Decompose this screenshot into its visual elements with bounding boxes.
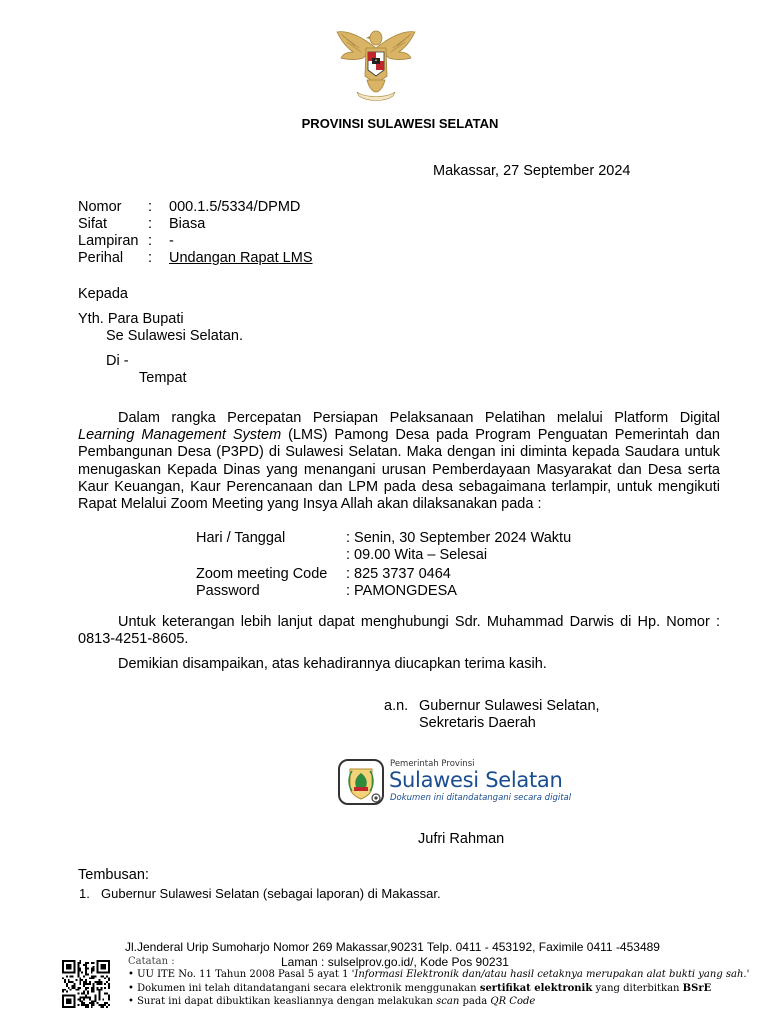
recipient-yth: Yth. Para Bupati: [78, 311, 184, 327]
meta-row-nomor: Nomor : 000.1.5/5334/DPMD: [78, 199, 301, 215]
sulsel-crest-icon: [336, 757, 386, 807]
body-p1-a: Dalam rangka Percepatan Persiapan Pelaksanaan Pelatihan melalui Platform Digital: [118, 410, 720, 426]
badge-top-text: Pemerintah Provinsi: [390, 759, 475, 769]
note1-b: ': [746, 969, 750, 980]
note3-italic: scan: [436, 996, 460, 1007]
detail-label: Zoom meeting Code: [196, 566, 328, 582]
body-p1-italic: Learning Management System: [78, 427, 282, 444]
meta-row-sifat: Sifat : Biasa: [78, 216, 206, 232]
recipient-kepada: Kepada: [78, 286, 128, 302]
meta-value: 000.1.5/5334/DPMD: [169, 199, 301, 215]
province-title: PROVINSI SULAWESI SELATAN: [301, 116, 499, 131]
footer-catatan: Catatan :: [128, 956, 175, 967]
signature-secretary: Sekretaris Daerah: [419, 715, 536, 731]
recipient-tempat: Tempat: [139, 370, 187, 386]
body-p2: Untuk keterangan lebih lanjut dapat menghubungi Sdr. Muhammad Darwis di Hp. Nomor : 0813-4251-8605.: [78, 614, 720, 648]
footer-website: Laman : sulselprov.go.id/, Kode Pos 90231: [281, 955, 509, 969]
note3-italic2: QR Code: [490, 996, 536, 1007]
detail-row-password: [196, 583, 457, 600]
meta-row-perihal: Perihal : Undangan Rapat LMS: [78, 250, 313, 266]
detail-row-time: [196, 547, 487, 564]
body-paragraph-2: [78, 614, 720, 648]
note2-a: • Dokumen ini telah ditandatangani secara elektronik menggunakan: [128, 983, 480, 994]
qr-code-icon: [62, 960, 110, 1008]
signature-an: a.n.: [384, 698, 409, 714]
detail-value: : Senin, 30 September 2024 Waktu: [346, 530, 572, 546]
detail-value: : 825 3737 0464: [346, 566, 451, 582]
recipient-di: Di -: [106, 353, 129, 369]
detail-row-zoom-code: [196, 566, 451, 583]
detail-label: Password: [196, 583, 260, 599]
signatory-name: Jufri Rahman: [418, 831, 505, 847]
note2-bold2: BSrE: [682, 983, 712, 994]
tembusan-item-text: Gubernur Sulawesi Selatan (sebagai laporan) di Makassar.: [101, 886, 441, 901]
digital-signature-badge: [336, 757, 572, 809]
recipient-region: Se Sulawesi Selatan.: [106, 328, 244, 344]
body-paragraph-3: [78, 656, 720, 673]
signature-governor: Gubernur Sulawesi Selatan,: [419, 698, 600, 714]
body-p1-b: (LMS) Pamong Desa pada Program Penguatan Pemerintah dan Pembangunan Desa (P3PD) di Sulawesi Selatan. Maka dengan ini diminta kepada Saudara untuk menugaskan Kepada Dinas yang menangani urusan Pemberdayaan Masyarakat dan Desa serta Kaur Keuangan, Kaur Perencanaan dan LPM pada desa sebagaimana terlampir, untuk mengikuti Rapat Melalui Zoom Meeting yang Insya Allah akan dilaksanakan pada :: [78, 427, 720, 513]
detail-value: : 09.00 Wita – Selesai: [346, 547, 488, 563]
body-paragraph-1: [78, 410, 720, 513]
garuda-emblem-icon: [333, 18, 419, 104]
meta-row-lampiran: Lampiran : -: [78, 233, 174, 249]
badge-main-text: Sulawesi Selatan: [389, 768, 563, 792]
footer-note-2: [128, 983, 711, 995]
badge-sub-text: Dokumen ini ditandatangani secara digital: [390, 793, 572, 803]
meta-label: Nomor: [78, 199, 122, 215]
detail-row-date: [196, 530, 571, 547]
note3-b: pada: [459, 996, 491, 1007]
meta-label: Lampiran: [78, 233, 139, 249]
detail-value: : PAMONGDESA: [346, 583, 457, 599]
meta-label: Sifat: [78, 216, 108, 232]
meta-value: -: [169, 233, 174, 249]
tembusan-title: Tembusan:: [78, 867, 149, 883]
footer-note-1: [128, 969, 749, 981]
note2-bold: sertifikat elektronik: [479, 983, 593, 994]
footer-address: Jl.Jenderal Urip Sumoharjo Nomor 269 Makassar,90231 Telp. 0411 - 453192, Faximile 0411 -453489: [125, 940, 660, 954]
meta-value: Biasa: [169, 216, 206, 232]
meta-value-subject: Undangan Rapat LMS: [169, 250, 313, 266]
note3-a: • Surat ini dapat dibuktikan keasliannya dengan melakukan: [128, 996, 437, 1007]
note2-b: yang diterbitkan: [592, 983, 683, 994]
body-p3: Demikian disampaikan, atas kehadirannya diucapkan terima kasih.: [118, 656, 547, 672]
place-date: Makassar, 27 September 2024: [433, 163, 631, 179]
detail-label: Hari / Tanggal: [196, 530, 286, 546]
note1-italic: Informasi Elektronik dan/atau hasil cetaknya merupakan alat bukti yang sah.: [354, 969, 747, 980]
meta-label: Perihal: [78, 250, 124, 266]
tembusan-item-no: 1.: [79, 886, 90, 901]
footer-note-3: [128, 996, 535, 1008]
note1-a: • UU ITE No. 11 Tahun 2008 Pasal 5 ayat 1 ': [128, 969, 355, 980]
